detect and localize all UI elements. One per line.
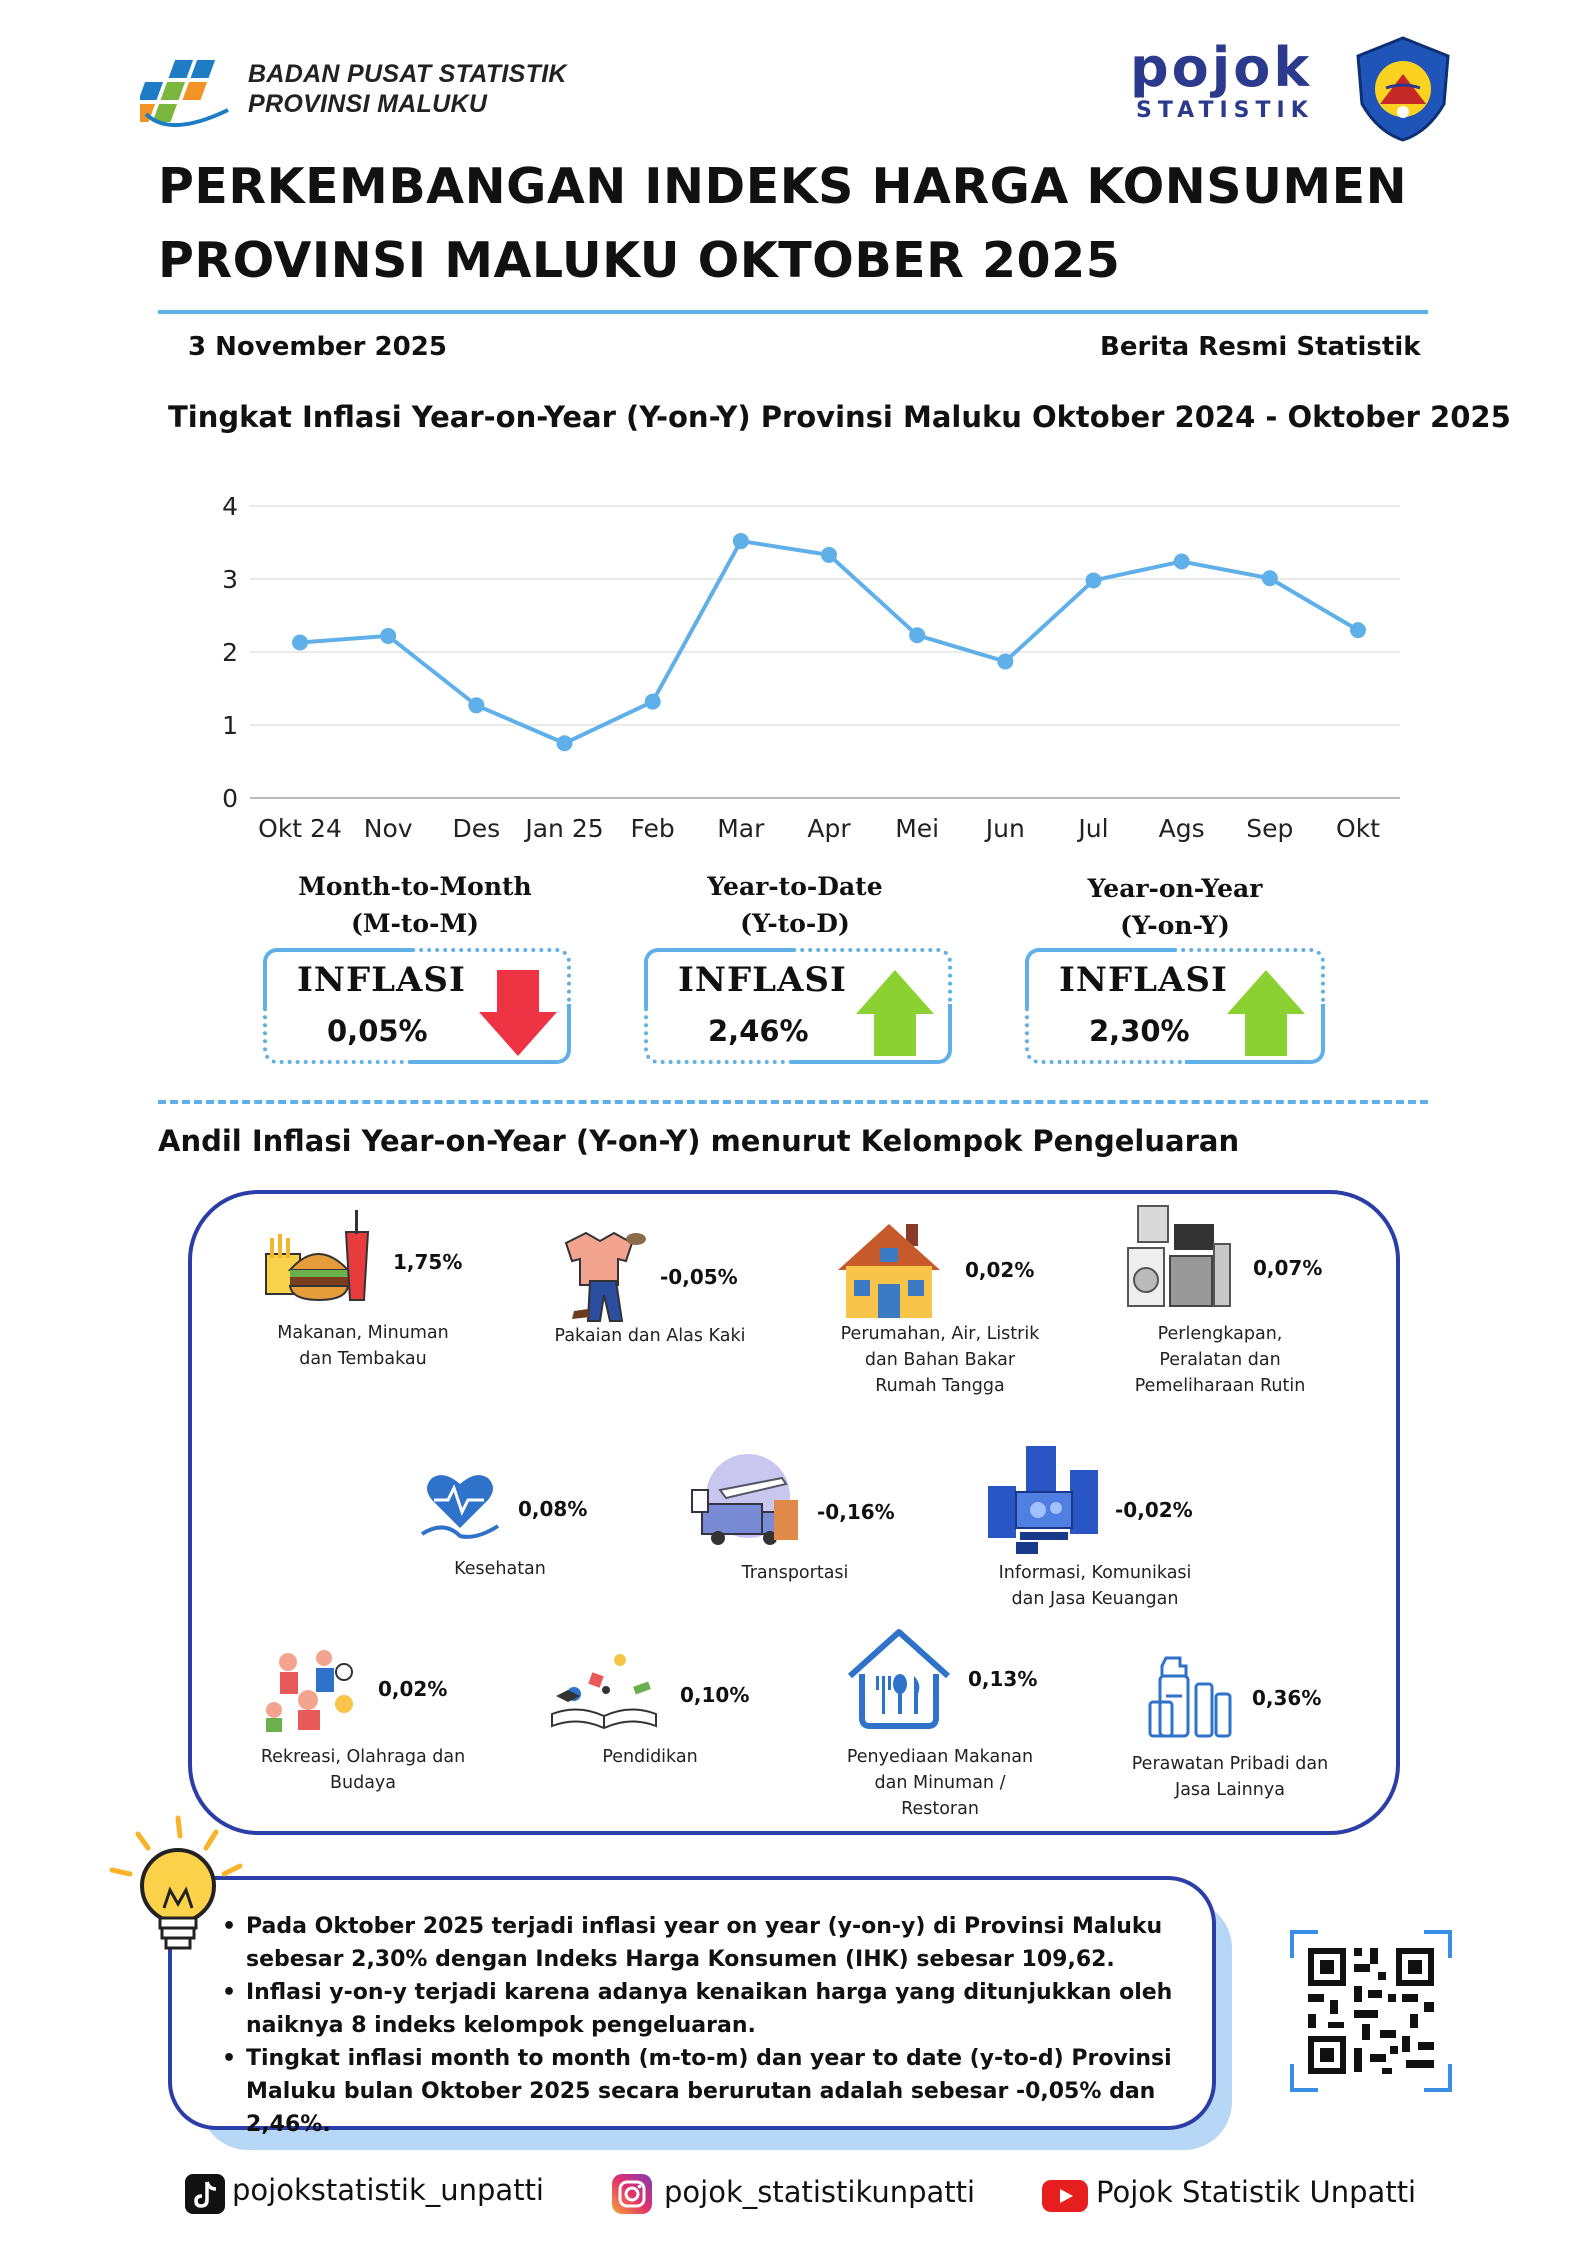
clothing-icon <box>560 1225 650 1325</box>
lightbulb-icon <box>108 1812 248 1962</box>
recreation-sports-icon <box>262 1648 356 1734</box>
header-divider <box>158 310 1428 314</box>
stat-ytd-heading <box>645 868 945 942</box>
stat-yoy-heading <box>1025 870 1325 944</box>
stat-mtm-value: 0,05% <box>327 1014 428 1048</box>
youtube-channel[interactable]: Pojok Statistik Unpatti <box>1096 2175 1417 2209</box>
restaurant-icon <box>846 1628 952 1730</box>
x-tick-label: Okt 24 <box>258 814 342 843</box>
finding-item: • Pada Oktober 2025 terjadi inflasi year on year (y-on-y) di Provinsi Maluku sebesar 2,30% dengan Indeks Harga Konsumen (IHK) sebesar 109,62. <box>220 1910 1188 1976</box>
x-tick-label: Feb <box>630 814 675 843</box>
data-point <box>821 547 837 563</box>
data-point <box>1174 553 1190 569</box>
data-point <box>468 697 484 713</box>
x-tick-label: Jun <box>985 814 1025 843</box>
groups-section-title: Andil Inflasi Year-on-Year (Y-on-Y) menurut Kelompok Pengeluaran <box>158 1124 1240 1158</box>
group-transport-label: Transportasi <box>741 1563 849 1583</box>
group-recreation-label: Rekreasi, Olahraga dan Budaya <box>260 1747 466 1793</box>
section-divider <box>158 1100 1428 1104</box>
stat-mtm-heading-line1: Month-to-Month <box>298 872 532 901</box>
data-point <box>380 628 396 644</box>
release-date: 3 November 2025 <box>188 332 447 362</box>
bps-logo <box>140 52 240 132</box>
y-tick-label: 0 <box>222 784 238 813</box>
education-book-icon <box>546 1650 662 1732</box>
health-heart-icon <box>418 1470 502 1542</box>
group-food-label: Makanan, Minuman dan Tembakau <box>277 1323 449 1369</box>
x-tick-label: Mar <box>717 814 765 843</box>
personal-care-icon <box>1146 1654 1234 1740</box>
group-housing-label: Perumahan, Air, Listrik dan Bahan Bakar Rumah Tangga <box>840 1324 1040 1396</box>
pojok-statistik-logo <box>1130 36 1320 135</box>
group-education-value: 0,10% <box>680 1683 750 1707</box>
qr-code[interactable] <box>1290 1930 1452 2092</box>
inflation-yoy-line-chart <box>200 478 1420 848</box>
tiktok-handle[interactable]: pojokstatistik_unpatti <box>232 2173 544 2207</box>
instagram-icon[interactable] <box>612 2174 652 2214</box>
data-point <box>645 694 661 710</box>
stat-ytd-box <box>644 948 952 1064</box>
pojok-logo-sub: STATISTIK <box>1136 98 1314 123</box>
stat-ytd-value: 2,46% <box>708 1014 809 1048</box>
bps-logo-icon <box>140 52 240 132</box>
fast-food-icon <box>262 1208 374 1308</box>
group-clothing-value: -0,05% <box>660 1265 738 1289</box>
arrow-up-icon <box>1225 968 1307 1058</box>
chart-title: Tingkat Inflasi Year-on-Year (Y-on-Y) Provinsi Maluku Oktober 2024 - Oktober 2025 <box>168 400 1511 434</box>
group-appliances-label: Perlengkapan, Peralatan dan Pemeliharaan Rutin <box>1134 1324 1306 1396</box>
x-tick-label: Okt <box>1336 814 1380 843</box>
data-point <box>997 653 1013 669</box>
university-seal <box>1348 34 1458 144</box>
page-title-line1: PERKEMBANGAN INDEKS HARGA KONSUMEN <box>158 158 1408 215</box>
group-health-label: Kesehatan <box>454 1559 546 1579</box>
stat-ytd-label: INFLASI <box>678 960 847 1000</box>
stat-yoy-label: INFLASI <box>1059 960 1228 1000</box>
group-ict-value: -0,02% <box>1115 1498 1193 1522</box>
group-ict-label: Informasi, Komunikasi dan Jasa Keuangan <box>998 1563 1192 1609</box>
org-name-line2: PROVINSI MALUKU <box>248 90 488 118</box>
stat-mtm-heading <box>265 868 565 942</box>
y-tick-label: 3 <box>222 565 238 594</box>
y-tick-label: 4 <box>222 492 238 521</box>
stat-yoy-box <box>1025 948 1325 1064</box>
household-appliances-icon <box>1124 1204 1234 1310</box>
chart-y-ticks <box>222 492 238 813</box>
stat-ytd-heading-line2: (Y-to-D) <box>740 909 850 938</box>
stat-mtm-label: INFLASI <box>297 960 466 1000</box>
x-tick-label: Nov <box>363 814 413 843</box>
inflation-series-line <box>300 541 1358 743</box>
data-point <box>292 635 308 651</box>
arrow-up-icon <box>854 968 936 1058</box>
org-name-line1: BADAN PUSAT STATISTIK <box>248 60 567 88</box>
group-restaurant-label: Penyediaan Makanan dan Minuman / Restoran <box>846 1747 1034 1819</box>
data-point <box>733 533 749 549</box>
group-recreation-value: 0,02% <box>378 1677 448 1701</box>
x-tick-label: Des <box>452 814 501 843</box>
page-title-line2: PROVINSI MALUKU OKTOBER 2025 <box>158 232 1121 289</box>
group-food-value: 1,75% <box>393 1250 463 1274</box>
instagram-handle[interactable]: pojok_statistikunpatti <box>664 2175 976 2209</box>
chart-x-ticks <box>258 814 1380 843</box>
key-findings-list <box>220 1910 1188 2141</box>
group-transport-value: -0,16% <box>817 1500 895 1524</box>
stat-yoy-heading-line2: (Y-on-Y) <box>1120 911 1230 940</box>
qr-code-icon <box>1290 1930 1452 2092</box>
x-tick-label: Mei <box>895 814 940 843</box>
x-tick-label: Jan 25 <box>525 814 604 843</box>
x-tick-label: Jul <box>1078 814 1109 843</box>
group-personal-care-value: 0,36% <box>1252 1686 1322 1710</box>
data-point <box>1262 570 1278 586</box>
stat-ytd-heading-line1: Year-to-Date <box>707 872 883 901</box>
data-point <box>1086 572 1102 588</box>
x-tick-label: Apr <box>807 814 851 843</box>
finding-item: • Tingkat inflasi month to month (m-to-m) dan year to date (y-to-d) Provinsi Maluku bulan Oktober 2025 secara berurutan adalah sebesar -0,05% dan 2,46%. <box>220 2042 1188 2141</box>
finding-item: • Inflasi y-on-y terjadi karena adanya kenaikan harga yang ditunjukkan oleh naiknya 8 indeks kelompok pengeluaran. <box>220 1976 1188 2042</box>
y-tick-label: 1 <box>222 711 238 740</box>
group-housing-value: 0,02% <box>965 1258 1035 1282</box>
group-clothing-label: Pakaian dan Alas Kaki <box>554 1326 746 1346</box>
house-icon <box>836 1218 942 1320</box>
youtube-icon[interactable] <box>1042 2180 1088 2212</box>
group-health-value: 0,08% <box>518 1497 588 1521</box>
group-personal-care-label: Perawatan Pribadi dan Jasa Lainnya <box>1131 1754 1329 1800</box>
stat-yoy-heading-line1: Year-on-Year <box>1087 874 1263 903</box>
stat-yoy-value: 2,30% <box>1089 1014 1190 1048</box>
pojok-logo-word: pojok <box>1130 36 1313 99</box>
transport-icon <box>690 1450 802 1554</box>
stat-mtm-heading-line2: (M-to-M) <box>351 909 479 938</box>
data-point <box>1350 622 1366 638</box>
group-education-label: Pendidikan <box>602 1747 698 1767</box>
x-tick-label: Ags <box>1158 814 1205 843</box>
group-restaurant-value: 0,13% <box>968 1667 1038 1691</box>
stat-mtm-box <box>263 948 571 1064</box>
x-tick-label: Sep <box>1246 814 1294 843</box>
arrow-down-icon <box>477 968 559 1058</box>
publication-type: Berita Resmi Statistik <box>1100 332 1421 362</box>
y-tick-label: 2 <box>222 638 238 667</box>
group-appliances-value: 0,07% <box>1253 1256 1323 1280</box>
tiktok-icon[interactable] <box>185 2174 225 2214</box>
information-technology-icon <box>986 1442 1104 1556</box>
data-point <box>557 735 573 751</box>
data-point <box>909 627 925 643</box>
key-findings-box <box>168 1876 1216 2137</box>
